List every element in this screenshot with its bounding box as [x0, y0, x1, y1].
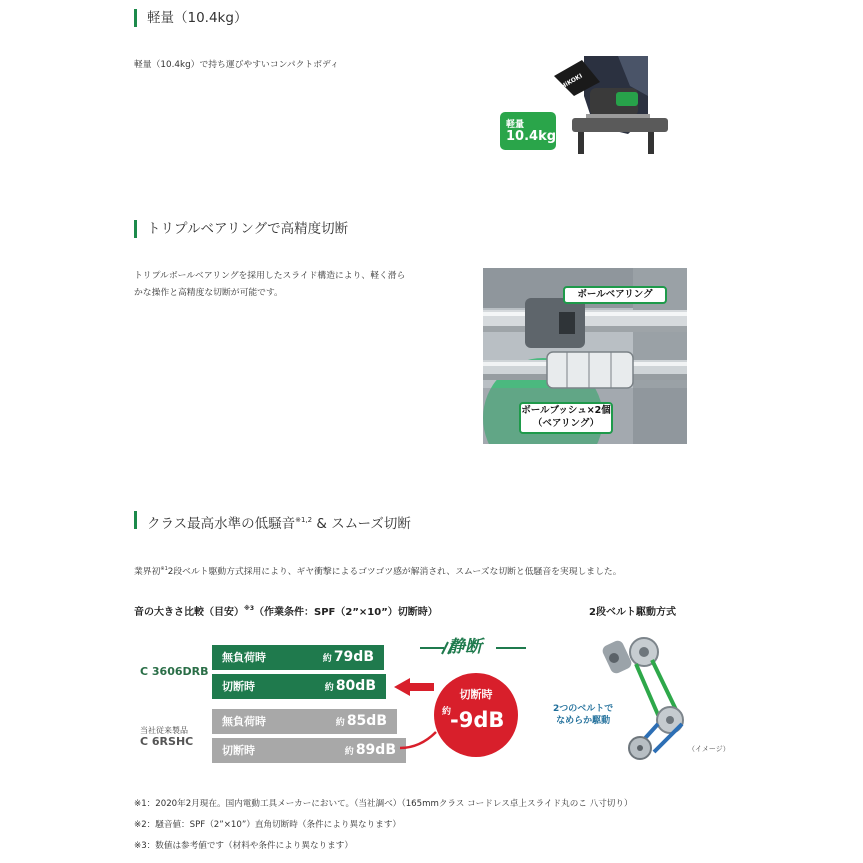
callout-ball-bush: [519, 402, 613, 434]
footnote-1: ※1：2020年2月現在。国内電動工具メーカーにおいて。（当社調べ）（165mmクラス コードレス卓上スライド丸のこ 八寸切り）: [134, 799, 633, 809]
callout-ball-bush-line2: （ベアリング）: [532, 418, 600, 429]
reduction-caption: 切断時: [459, 688, 493, 701]
belt-note-line2: なめらか駆動: [556, 716, 611, 726]
weight-badge-value: 10.4kg: [506, 129, 557, 144]
noise-bar-3: [212, 709, 397, 734]
noise-bar-label: 切断時: [222, 680, 255, 693]
noise-bar-label: 無負荷時: [222, 715, 266, 728]
light-body-text: 軽量（10.4kg）で持ち運びやすいコンパクトボディ: [134, 60, 339, 70]
brand-logo-text: HiKOKI: [559, 72, 584, 91]
noise-bar-label: 切断時: [222, 744, 255, 757]
new-model-label: C 3606DRB: [140, 665, 209, 678]
image-note: （イメージ）: [688, 745, 730, 753]
section-heading-bearing: トリプルベアリングで高精度切断: [134, 220, 348, 238]
reduction-prefix: 約: [442, 707, 452, 717]
seidan-logo: 静断: [448, 632, 482, 657]
section-heading-noise: クラス最高水準の低騒音$^{※1,2}$ & スムーズ切断: [134, 511, 411, 529]
reduction-circle: [434, 673, 518, 757]
old-model-caption: 当社従来製品: [140, 726, 188, 735]
noise-bar-2: [212, 674, 386, 699]
bearing-photo: [483, 268, 687, 444]
bearing-body-line1: トリプルボールベアリングを採用したスライド構造により、軽く滑ら: [134, 271, 406, 281]
footnote-2: ※2：騒音値：SPF（2”×10”）直角切断時（条件により異なります）: [134, 820, 402, 830]
noise-bar-value: 約 85dB: [335, 713, 387, 729]
noise-body-text: 業界初$^{※1}$2段ベルト駆動方式採用により、ギヤ衝撃によるゴツゴツ感が解消され、スムーズな切断と低騒音を実現しました。: [134, 566, 622, 577]
reduction-value: -9dB: [450, 708, 505, 732]
noise-bar-value: 約 80dB: [324, 678, 376, 694]
section-heading-light: 軽量（10.4kg）: [134, 9, 247, 27]
belt-drive-illustration: [600, 628, 700, 763]
belt-note: [553, 703, 613, 727]
weight-badge-label: 軽量: [506, 120, 525, 130]
callout-ball-bush-line1: ボールブッシュ×2個: [521, 405, 611, 416]
footnote-3: ※3：数値は参考値です（材料や条件により異なります）: [134, 841, 353, 851]
callout-ball-bearing: ボールベアリング: [563, 286, 667, 304]
belt-note-line1: 2つのベルトで: [553, 704, 614, 714]
noise-bar-4: [212, 738, 406, 763]
noise-bar-value: 約 79dB: [322, 649, 374, 665]
old-model-label: C 6RSHC: [140, 735, 194, 748]
noise-bar-value: 約 89dB: [344, 742, 396, 758]
comparison-title: 音の大きさ比較（目安）$^{※3}$（作業条件：SPF（2”×10”）切断時）: [134, 605, 438, 618]
weight-badge: [500, 112, 556, 150]
noise-bar-label: 無負荷時: [222, 651, 266, 664]
noise-bar-1: [212, 645, 384, 670]
bearing-body-line2: かな操作と高精度な切断が可能です。: [134, 288, 283, 298]
belt-drive-title: 2段ベルト駆動方式: [589, 607, 676, 618]
